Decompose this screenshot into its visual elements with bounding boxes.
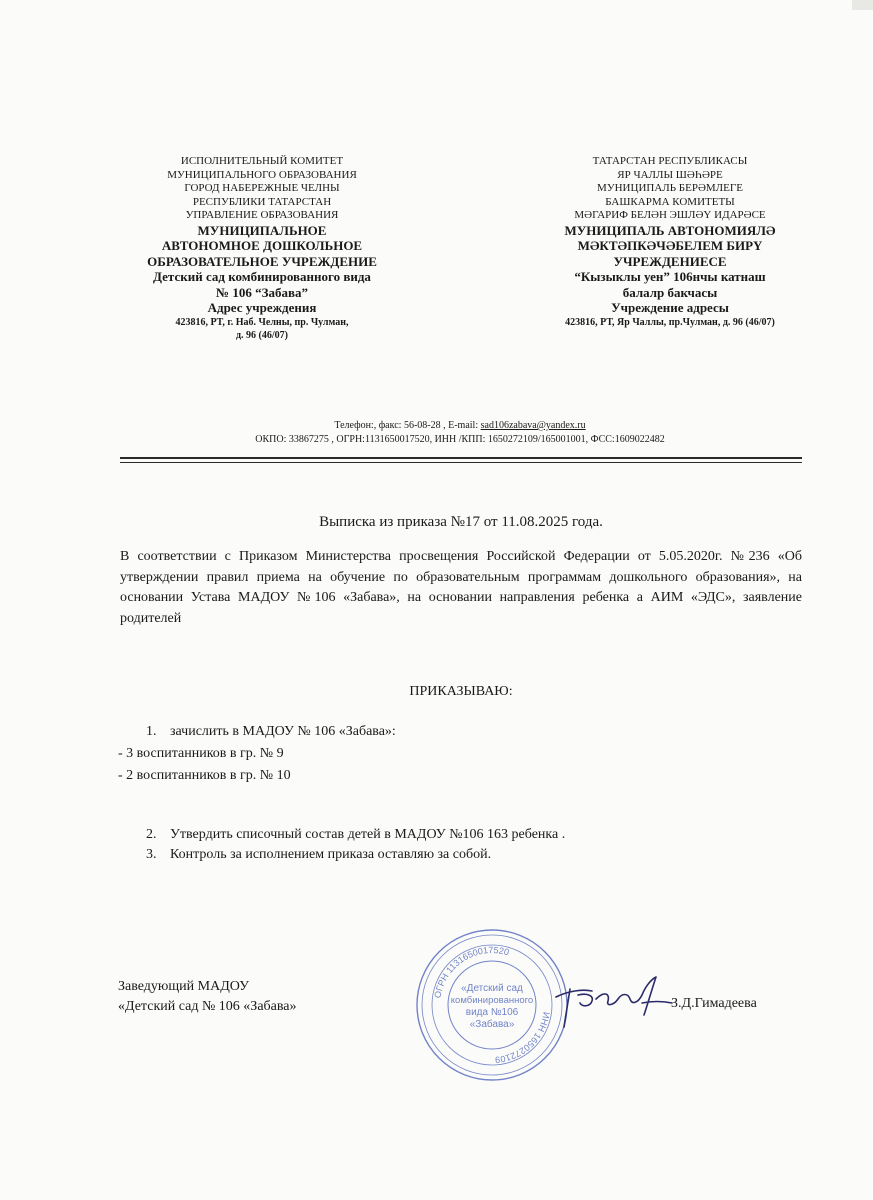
stamp-center-line: комбинированного bbox=[450, 995, 534, 1006]
scan-corner bbox=[852, 0, 873, 10]
intro-paragraph: В соответствии с Приказом Министерства просвещения Российской Федерации от 5.05.2020г. №236 «Об утверждении правил приема на обучение по образовательным программам дошкольного образования», на основании Устава МАДОУ №106 «Забава», на основании направления ребенка а АИМ «ЭДС», заявление родителей bbox=[120, 549, 802, 626]
header-left-org: Адрес учреждения bbox=[207, 300, 317, 315]
header-right-org: балалр бакчасы bbox=[622, 284, 718, 300]
order-heading: ПРИКАЗЫВАЮ: bbox=[409, 684, 513, 699]
signature-position-title: Заведующий МАДОУ bbox=[118, 979, 249, 994]
contacts-phone-line bbox=[120, 419, 800, 433]
order-sub-item: - 3 воспитанников в гр. № 9 bbox=[118, 746, 284, 761]
signature-position bbox=[118, 977, 297, 1017]
header-left-org: АВТОНОМНОЕ ДОШКОЛЬНОЕ bbox=[161, 238, 363, 253]
header-right-line: МУНИЦИПАЛЬ БЕРӘМЛЕГЕ bbox=[597, 182, 743, 194]
contacts bbox=[120, 419, 800, 446]
header-right-org: УЧРЕЖДЕНИЕСЕ bbox=[613, 253, 727, 269]
header-right-org: Учреждение адресы bbox=[611, 300, 729, 315]
header-right-org: “Кызыклы уен” 106нчы катнаш bbox=[574, 269, 766, 284]
item-text: Утвердить списочный состав детей в МАДОУ №106 163 ребенка . bbox=[170, 827, 566, 842]
signatory-name: З.Д.Гимадеева bbox=[671, 996, 757, 1011]
stamp-inn: ИНН 1650272109 bbox=[494, 1011, 552, 1065]
stamp-center-line: вида №106 bbox=[465, 1007, 519, 1018]
header-left-line: МУНИЦИПАЛЬНОГО ОБРАЗОВАНИЯ bbox=[167, 168, 357, 181]
header-left-address: д. 96 (46/07) bbox=[236, 329, 288, 341]
header-left-line: ГОРОД НАБЕРЕЖНЫЕ ЧЕЛНЫ bbox=[184, 182, 340, 194]
header-left-line: РЕСПУБЛИКИ ТАТАРСТАН bbox=[192, 195, 332, 208]
header-left-address: 423816, РТ, г. Наб. Челны, пр. Чулман, bbox=[175, 316, 349, 328]
header-right-line: МӘГАРИФ БЕЛӘН ЭШЛӘҮ ИДАРӘСЕ bbox=[574, 209, 766, 221]
order-sub-item: - 2 воспитанников в гр. № 10 bbox=[118, 768, 291, 783]
header-right-org: МӘКТӘПКӘЧӘБЕЛЕМ БИРҮ bbox=[577, 238, 763, 253]
item-text: зачислить в МАДОУ № 106 «Забава»: bbox=[170, 724, 396, 739]
signature-org: «Детский сад № 106 «Забава» bbox=[118, 999, 297, 1014]
phone-label: Телефон:, факс: 56-08-28 , E-mail: bbox=[334, 420, 481, 431]
header-right-line: БАШКАРМА КОМИТЕТЫ bbox=[605, 195, 735, 208]
header-right-line: ЯР ЧАЛЛЫ ШӘҺӘРЕ bbox=[617, 168, 723, 181]
item-number: 2. bbox=[146, 827, 157, 842]
email-link[interactable]: sad106zabava@yandex.ru bbox=[480, 420, 586, 431]
item-number: 3. bbox=[146, 847, 157, 862]
header-left-org: Детский сад комбинированного вида bbox=[153, 269, 371, 284]
header-left bbox=[112, 155, 412, 342]
handwritten-signature bbox=[548, 965, 678, 1035]
header-right-line: ТАТАРСТАН РЕСПУБЛИКАСЫ bbox=[592, 155, 748, 167]
document-title: Выписка из приказа №17 от 11.08.2025 года. bbox=[319, 514, 603, 530]
header-left-line: УПРАВЛЕНИЕ ОБРАЗОВАНИЯ bbox=[185, 209, 339, 221]
item-text: Контроль за исполнением приказа оставляю за собой. bbox=[170, 847, 492, 862]
header-right-org: МУНИЦИПАЛЬ АВТОНОМИЯЛӘ bbox=[564, 222, 776, 238]
order-item bbox=[146, 847, 491, 863]
order-item bbox=[146, 827, 565, 843]
stamp-center-line: «Детский сад bbox=[461, 983, 523, 994]
header-left-org: № 106 “Забава” bbox=[216, 284, 308, 300]
header-left-org: ОБРАЗОВАТЕЛЬНОЕ УЧРЕЖДЕНИЕ bbox=[147, 253, 377, 269]
header-right bbox=[540, 155, 800, 329]
stamp-ogrn: ОГРН 1131650017520 bbox=[432, 944, 511, 999]
header-left-line: ИСПОЛНИТЕЛЬНЫЙ КОМИТЕТ bbox=[180, 155, 344, 167]
header-left-org: МУНИЦИПАЛЬНОЕ bbox=[197, 222, 327, 238]
header-right-address: 423816, РТ, Яр Чаллы, пр.Чулман, д. 96 (46/07) bbox=[565, 316, 775, 328]
order-item bbox=[146, 724, 396, 740]
contacts-codes: ОКПО: 33867275 , ОГРН:1131650017520, ИНН /КПП: 1650272109/165001001, ФСС:1609022482 bbox=[255, 433, 665, 445]
stamp-center-line: «Забава» bbox=[469, 1019, 515, 1030]
header-divider bbox=[120, 457, 802, 463]
item-number: 1. bbox=[146, 724, 157, 739]
